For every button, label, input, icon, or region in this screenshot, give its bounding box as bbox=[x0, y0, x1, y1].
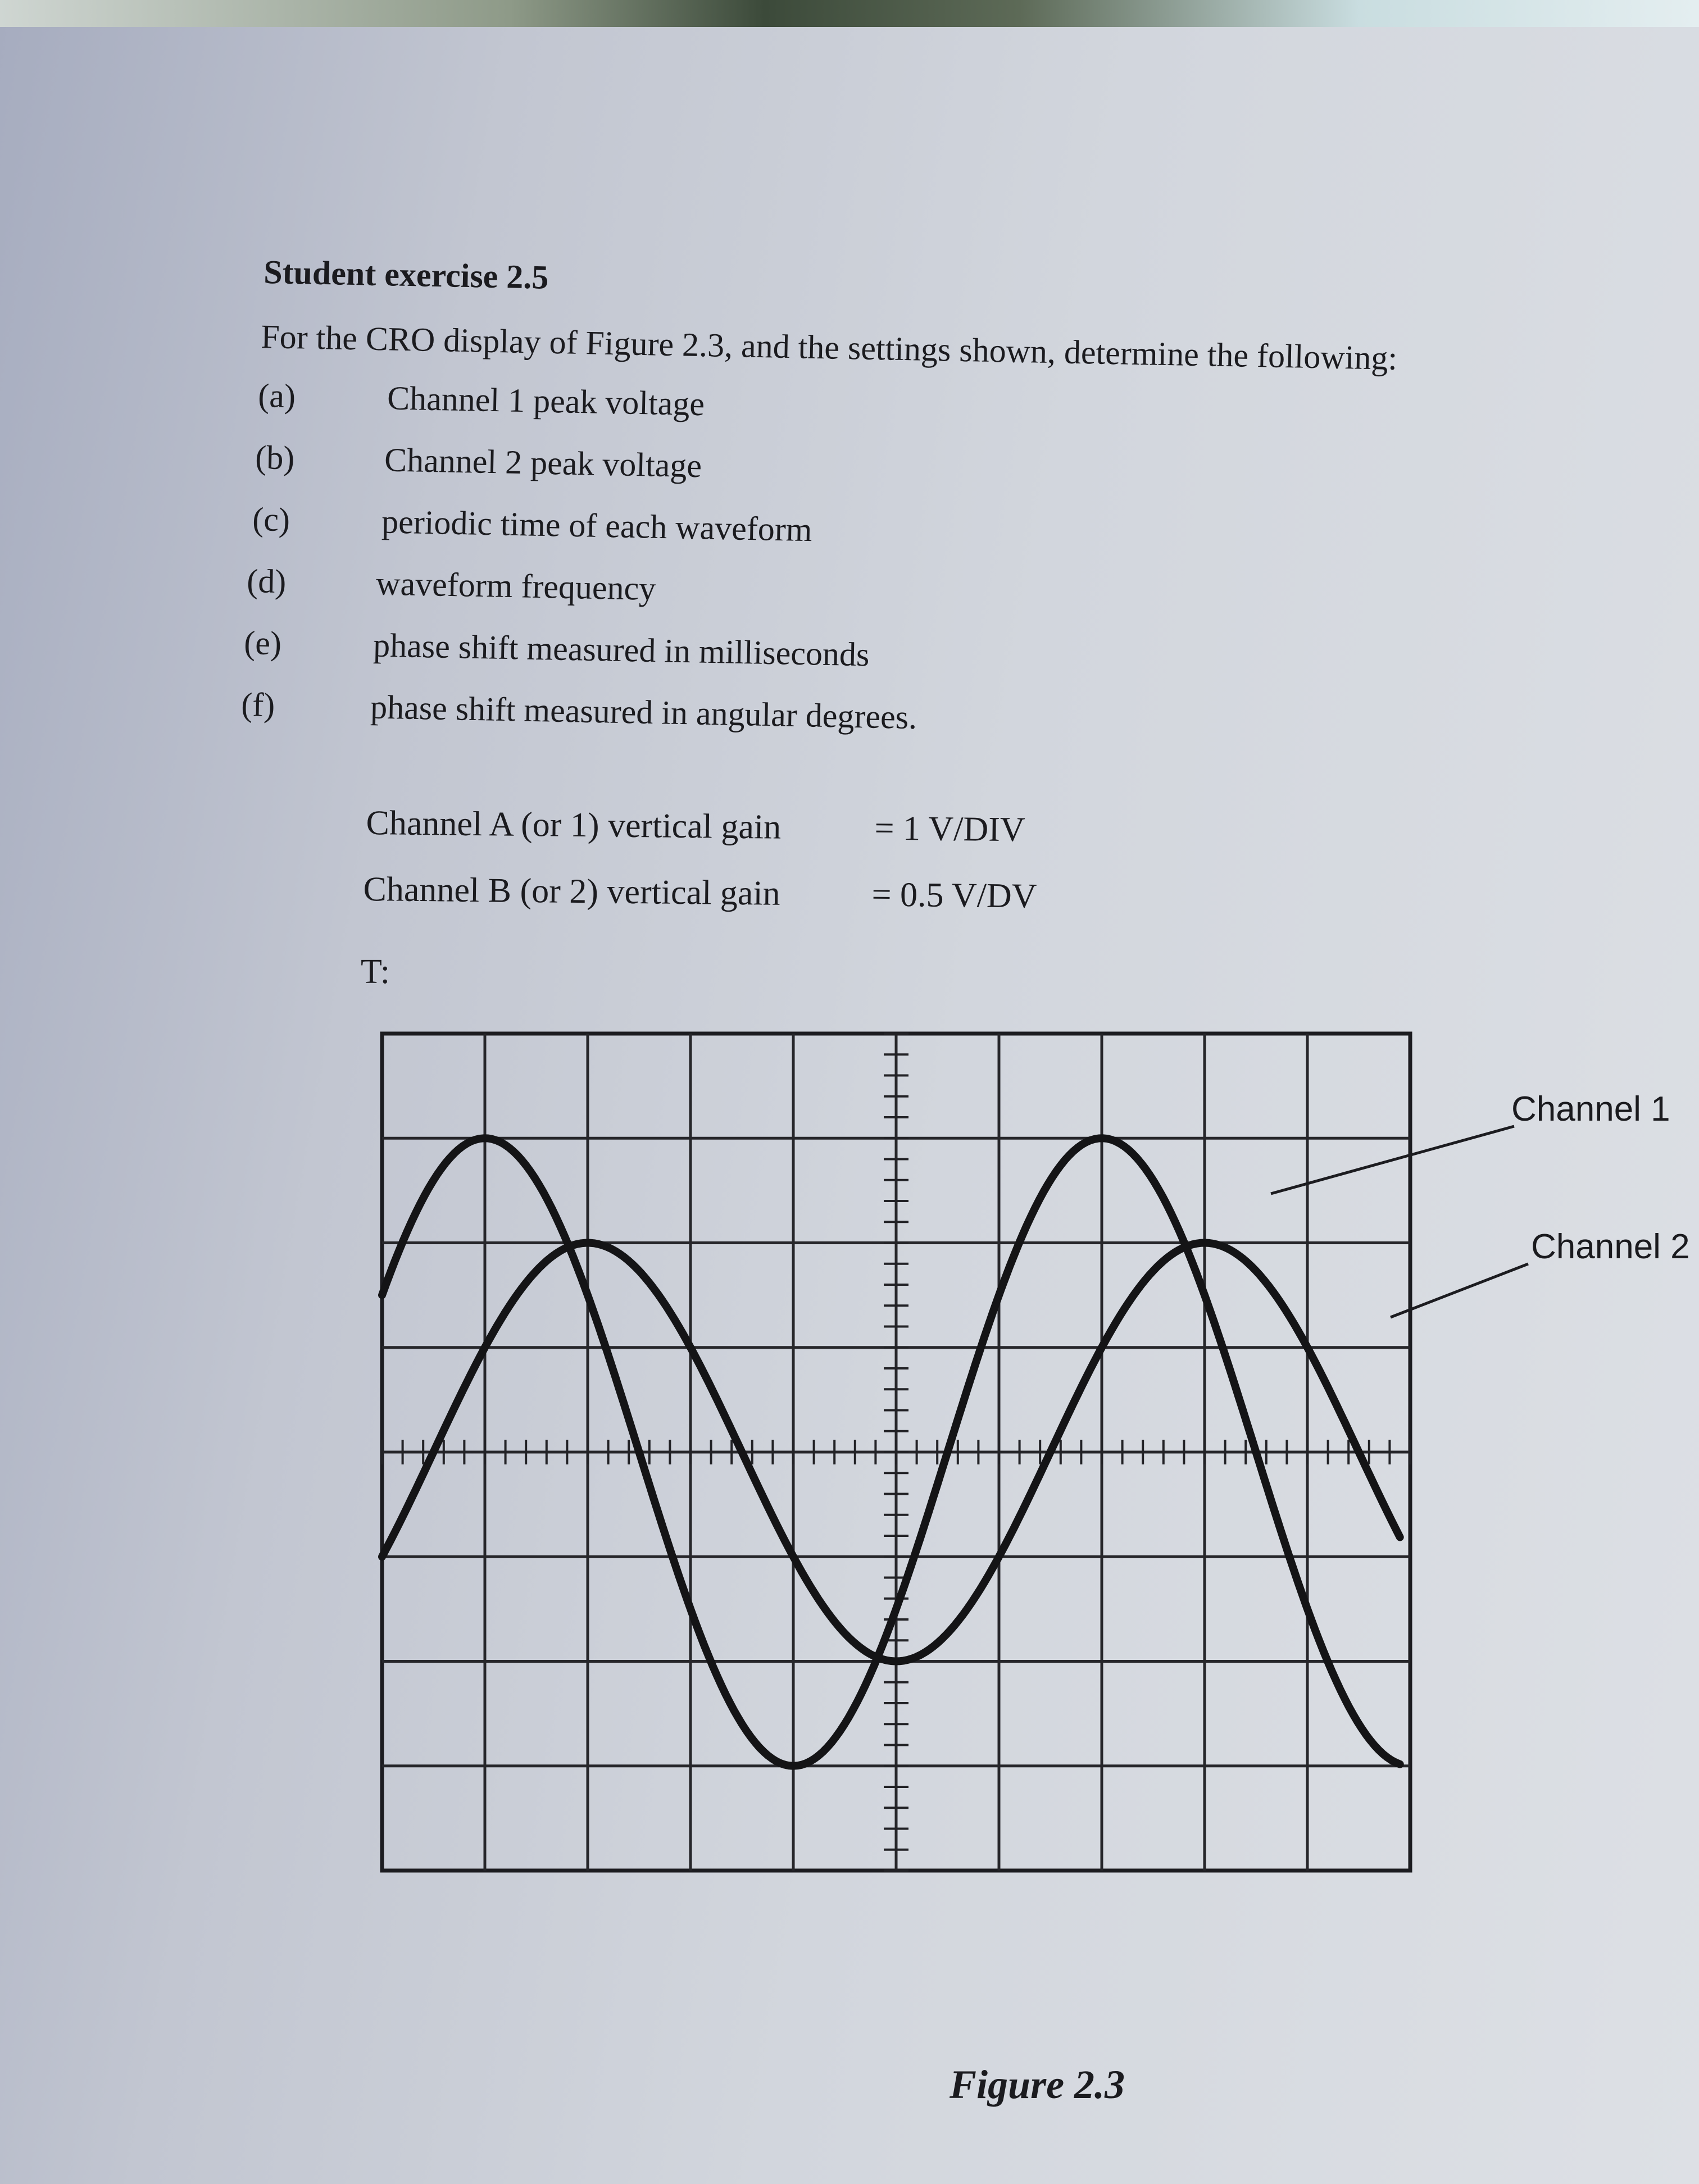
question-letter: (d) bbox=[246, 562, 287, 600]
question-letter: (f) bbox=[240, 685, 275, 724]
figure-caption: Figure 2.3 bbox=[950, 2062, 1125, 2107]
question-letter: (a) bbox=[257, 376, 296, 415]
timebase-label: T: bbox=[361, 953, 390, 991]
cro-display bbox=[0, 17, 1699, 2184]
question-text: phase shift measured in angular degrees. bbox=[370, 688, 917, 736]
question-letter: (b) bbox=[255, 438, 295, 477]
question-text: Channel 2 peak voltage bbox=[384, 441, 702, 485]
channel-2-label: Channel 2 bbox=[1531, 1227, 1690, 1266]
question-text: Channel 1 peak voltage bbox=[387, 379, 705, 423]
setting-label: Channel B (or 2) vertical gain bbox=[363, 870, 780, 913]
exercise-intro: For the CRO display of Figure 2.3, and the settings shown, determine the following: bbox=[260, 317, 1398, 377]
question-letter: (c) bbox=[252, 500, 290, 539]
setting-value: = 1 V/DIV bbox=[874, 809, 1025, 849]
question-letter: (e) bbox=[243, 624, 282, 662]
setting-value: = 0.5 V/DV bbox=[871, 875, 1037, 916]
question-text: phase shift measured in milliseconds bbox=[372, 626, 870, 674]
channel-1-label: Channel 1 bbox=[1511, 1090, 1670, 1129]
setting-label: Channel A (or 1) vertical gain bbox=[366, 804, 782, 847]
exercise-title: Student exercise 2.5 bbox=[263, 253, 549, 296]
textbook-page bbox=[0, 17, 1699, 2184]
question-text: periodic time of each waveform bbox=[381, 503, 813, 549]
question-text: waveform frequency bbox=[375, 565, 656, 607]
